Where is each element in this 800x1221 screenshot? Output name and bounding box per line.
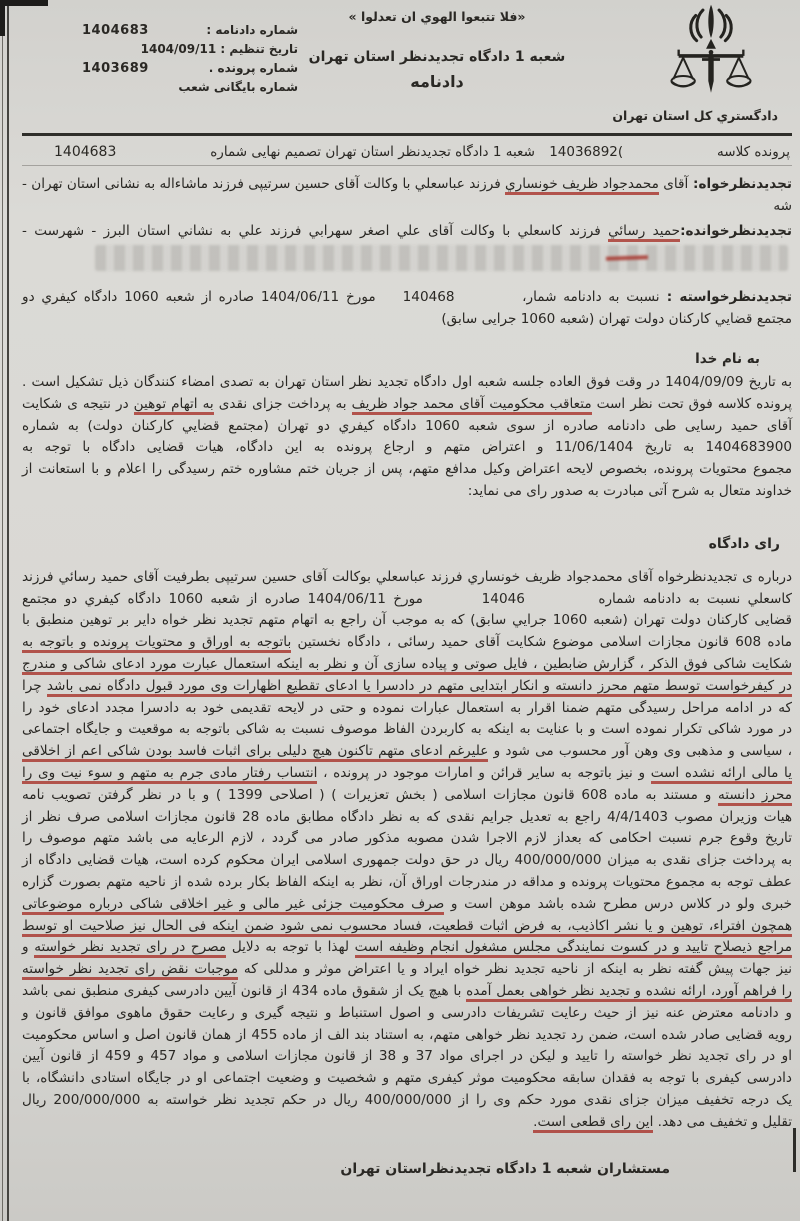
red-underlined-text: محمدجواد ظریف خونساري — [505, 176, 659, 195]
text-line — [22, 1025, 792, 1047]
text-segment: تاریخ وقوع جرم نسبت احکامی که بعداز لازم الاجرا شدن مصوبه مذکور صادر می گردد ، لازم الرعایه می باشد متهم موصوف را — [22, 830, 792, 847]
red-underlined-text: شکایت شاکی فوق الذکر ، گزارش ضابطین ، فایل صوتی و پیاده سازی آن و نظر به اینکه استعمال عبارت مورد ادعای شاکی و مندرج — [22, 656, 792, 675]
text-segment: فرزند عباسعلي با وکالت آقای حسین سرتیپی فرزند ماشاءاله به نشانی استان تهران - — [22, 176, 506, 192]
text-segment: ، سیاسی و مذهبی وی وهن آور محسوب می شود و — [488, 743, 792, 760]
text-line — [22, 763, 792, 785]
appellant-section — [22, 174, 792, 218]
appellee-section — [22, 221, 792, 243]
red-underlined-text: انتساب رفتار مادی جرم به متهم و سوء نیت وی را — [22, 765, 317, 784]
red-underlined-text: متعاقب محکومیت آقای محمد جواد ظریف — [352, 396, 592, 415]
text-segment: لهذا با توجه به دلایل — [226, 939, 355, 956]
text-line — [22, 589, 792, 611]
text-segment: و دادنامه معترض عنه نیز از حیث رعایت تشریفات دادرسی و اصول استنباط و نتیجه گیری و رعایت حقوق ماهوی موافق قانون و — [22, 1004, 792, 1021]
text-line — [22, 894, 792, 916]
text-segment: تجدیدنظرخواسته : — [659, 289, 793, 306]
red-underlined-text: مصرح در رای تجدید نظر خواسته — [34, 939, 226, 958]
text-segment: و نیز باتوجه به سایر قرائن و امارات موجود در پرونده ، — [317, 764, 651, 781]
text-line — [22, 437, 792, 459]
text-segment: به پرداخت جزای نقدی — [213, 395, 352, 412]
case-summary-row — [22, 136, 792, 166]
text-segment: خبری ولو در کلاس درس مطرح شده باشد موهن است و — [444, 895, 793, 912]
header-center-block — [287, 0, 587, 91]
text-line — [22, 785, 792, 807]
meta-row — [82, 61, 298, 80]
document-header — [22, 0, 792, 136]
text-line — [22, 1090, 792, 1112]
text-line — [22, 676, 792, 698]
meta-row — [82, 42, 298, 61]
text-segment: نیز جهات پیش گفته نظر به اینکه از ناحیه تجدید نظر خواه ایراد و یا اعتراض موثر و مدللی که — [238, 961, 792, 978]
judgment-number-value: 1404683 — [82, 23, 149, 38]
text-line — [22, 459, 792, 481]
judiciary-scales-emblem-icon — [660, 2, 762, 108]
text-line — [22, 828, 792, 850]
text-line — [22, 309, 792, 331]
text-segment: هیات وزیران مصوب 4/4/1403 راجع به تعدیل جرایم نقدی که به نظر دادگاه مطابق ماده 28 قانون مجازات اسلامی صرف نظر از — [22, 808, 792, 825]
text-segment: مجتمع قضایي کارکنان دولت تهران (شعبه 1060 جرایی سابق) — [441, 311, 792, 328]
text-line — [22, 937, 792, 959]
text-line — [22, 1046, 792, 1068]
judgment-number-label: شماره دادنامه : — [206, 23, 298, 37]
red-underlined-text: این رای قطعی است. — [533, 1114, 653, 1133]
text-segment: فرزند کاسعلي با وکالت آقای علي اصغر سهرابي فرزند علي به نشاني استان البرز - شهرست — [34, 222, 609, 239]
text-line — [22, 981, 792, 1003]
red-underlined-text: باتوجه به اوراق و محتویات پرونده و باتوجه به — [22, 634, 291, 653]
meta-row — [82, 23, 298, 42]
date-label: تاریخ تنظیم : 1404/09/11 — [140, 42, 298, 56]
red-underlined-text: حمید رسائي — [608, 223, 680, 242]
text-segment: خداوند متعال به شرح آتی مبادرت به صدور رای می نماید: — [467, 482, 792, 499]
text-segment: کاسعلي نسبت به دادنامه شماره — [598, 590, 792, 607]
text-segment: شه — [773, 197, 792, 214]
text-line — [22, 416, 792, 438]
text-segment: رویه قضایی صادر شده است، ضمن رد تجدید نظر خواهی متهم، به استناد بند الف از ماده 455 از همان قانون اصل و اساس محکومیت — [22, 1026, 792, 1043]
text-segment: با هیچ یک از شقوق ماده 434 از قانون آیین دادرسی کیفری منطبق نمی باشد — [22, 982, 467, 999]
red-underlined-text: موجبات نقض رای تجدید نظر خواسته — [22, 961, 238, 980]
counselors-signature-line: مستشاران شعبه 1 دادگاه تجدیدنظراستان تهران — [340, 1161, 670, 1178]
red-pen-mark — [606, 256, 648, 261]
quran-verse: «فلا تتبعوا الهوي ان تعدلوا » — [348, 9, 526, 24]
text-segment: آقای — [658, 176, 689, 192]
text-segment: او در رای تجدید نظر خواسته را تایید و لیکن در اجرای مواد 37 و 38 از قانون مجازات اسلامی و مواد 457 و 459 از قانون آیین — [22, 1048, 792, 1065]
text-segment: پرونده کلاسه فوق تحت نظر است — [591, 395, 792, 412]
text-segment: عطف توجه به مجموع محتویات پرونده و مداقه در مندرجات اوراق آن، نظر به اینکه الفاظ بکار برده شده از ناحیه متهم بصورت گزاره — [22, 873, 792, 890]
red-underlined-text: همچون افتراء، توهین و یا نشر اکاذیب، به فرض اثبات قطعیت، فساد محسوب نمی شود ضمن اینکه فی الحال نیز صلاحیت او توسط — [22, 918, 792, 937]
text-line — [22, 567, 792, 589]
final-decision-text: شعبه 1 دادگاه تجدیدنظر استان تهران تصمیم نهایی شماره — [210, 144, 535, 160]
red-underlined-text: به اتهام توهین — [134, 396, 214, 415]
text-segment: در مورد شاکی تکرار نموده است و با عنایت به اینکه به کاربردن الفاظ موصوف نسبت به شاکی باتوجه به موقعیت و جایگاه اجتماعی — [22, 721, 792, 738]
court-branch-title: شعبه 1 دادگاه تجدیدنظر استان تهران — [308, 49, 566, 65]
text-segment: ماده 608 قانون مجازات اسلامی موضوع شکایت آقای حمید رسائی ، دادگاه نخستین — [291, 634, 793, 651]
header-meta-block — [82, 23, 298, 99]
text-segment: و — [22, 939, 35, 956]
text-segment: و مستند به ماده 608 قانون مجازات اسلامی ( بخش تعزیرات ) ( اصلاحی 1399 ) و با در نظر گرفتن تصویب نامه — [22, 786, 719, 803]
text-segment: مورخ 1404/06/11 صادره از شعبه 1060 دادگاه کیفري دو — [22, 289, 376, 306]
text-line — [22, 287, 792, 309]
case-file-label: پرونده کلاسه — [717, 144, 790, 160]
text-line — [22, 959, 792, 981]
redacted-address-blur — [95, 245, 788, 271]
text-line — [22, 719, 792, 741]
text-segment: درباره ی تجدیدنظرخواه آقای محمدجواد ظریف خونساري فرزند عباسعلي بوکالت آقای حسین سرتیپی بطرفیت آقای حمید رسائي فرزند — [22, 568, 792, 585]
text-line — [22, 916, 792, 938]
text-line — [22, 372, 792, 394]
text-segment: قضایی کارکنان دولت تهران (شعبه 1060 جرایي سابق) که به موجب آن راجع به اتهام متهم تجدید نظر خواه دایر بر توهین منطبق با — [22, 612, 792, 629]
text-line — [22, 610, 792, 632]
text-segment: مجموع محتویات پرونده، بخصوص لایحه اعتراض وکیل مدافع متهم، پس از جریان ختم مشاوره ختم رسیدگی را اعلام و با استعانت از — [22, 461, 792, 478]
text-line — [22, 1112, 792, 1134]
bismillah-heading: به نام خدا — [695, 350, 760, 367]
text-segment: 1404683900 به تاریخ 11/06/1404 و اعتراض متهم و ارجاع پرونده به این دادگاه، هیات قضایی دادگاه با توجه به — [22, 439, 792, 456]
red-underlined-text: محرز دانسته — [718, 787, 792, 806]
text-segment: آقای حمید رسایی طی دادنامه صادره از سوی شعبه 1060 دادگاه کیفري دو تهران (مجتمع قضایي کارکنان دولت) به شماره — [22, 417, 792, 434]
red-underlined-text: یا مالی ارائه نشده است — [651, 765, 792, 784]
text-segment: تجدیدنظرخوانده: — [680, 222, 793, 239]
session-intro-paragraph — [22, 372, 792, 503]
red-underlined-text: در کیفرخواست توسط متهم محرز دانسته و انکار ابتدایی متهم در دادسرا یا ادعای تقطیع اظهارات وی مورد قبول دادگاه نمی باشد — [47, 678, 792, 697]
text-segment: تجدیدنظرخواه: — [688, 176, 792, 192]
text-segment: به پرداخت جزای نقدی به میزان 400/000/000 ریال در حق دولت جمهوری اسلامی ایران محکوم کرده است، هیات قضایی دادگاه از — [22, 852, 792, 869]
appeal-subject-section — [22, 287, 792, 331]
text-segment: دادرسی کیفری با توجه به فقدان سابقه محکومیت موثر کیفری متهم و شخصیت و وضعیت اجتماعی او در جایگاه استادی دانشگاه، با — [22, 1070, 792, 1087]
case-file-number: 14036892( — [549, 144, 624, 160]
text-segment: تقلیل و تخفیف می دهد. — [653, 1113, 792, 1130]
text-segment: نسبت به دادنامه شمار، — [522, 289, 660, 306]
case-number-value: 1403689 — [82, 61, 149, 76]
court-ruling-heading: رای دادگاه — [708, 535, 780, 552]
text-segment: به تاریخ 1404/09/09 در وقت فوق العاده جلسه شعبه اول دادگاه تجدید نظر استان تهران به تصدی امضاء کنندگان ذیل تشکیل است . — [22, 373, 793, 390]
text-segment: 14046 — [422, 590, 599, 607]
case-number-label: شماره پرونده . — [208, 61, 298, 75]
court-ruling-paragraph — [22, 567, 792, 1134]
text-line — [22, 481, 792, 503]
text-line — [22, 1068, 792, 1090]
text-segment: چرا — [22, 677, 47, 694]
text-segment: یک درجه تخفیف میزان جزای نقدی مورد حکم وی را از 400/000/000 ریال در حکم تجدید نظر خواسته به 200/000/000 ریال — [22, 1091, 792, 1108]
red-underlined-text: علیرغم ادعای متهم تاکنون هیچ دلیلی برای اثبات فاسد بودن شاکی اعم از اخلاقی — [22, 743, 488, 762]
case-court-text — [210, 144, 623, 160]
archive-number-label: شماره بایگانی شعب — [178, 80, 298, 94]
text-segment: که در ادامه مراحل رسیدگی متهم ضمنا اقرار به استعمال عبارات نموده و حتی در لایحه تقدیمی خود به دادسرا مجدد ادعای خود را — [22, 699, 792, 716]
meta-row — [82, 80, 298, 99]
text-line — [22, 196, 792, 218]
text-line — [22, 872, 792, 894]
text-line — [22, 698, 792, 720]
text-line — [22, 850, 792, 872]
text-line — [22, 174, 792, 196]
text-line — [22, 1003, 792, 1025]
final-decision-number: 1404683 — [54, 144, 117, 160]
text-line — [22, 654, 792, 676]
text-line — [22, 221, 792, 243]
justice-department-caption: دادگستري كل استان تهران — [612, 108, 778, 123]
text-segment: 140468 — [375, 289, 523, 306]
text-segment: - — [22, 222, 35, 239]
document-type-title: دادنامه — [410, 72, 464, 91]
red-underlined-text: را فراهم آورد، ارائه نشده و تجدید نظر خواهی بعمل آمده — [466, 983, 792, 1002]
red-underlined-text: مراجع ذیصلاح تایید و در کسوت نمایندگی مجلس مشغول انجام وظیفه است — [355, 939, 792, 958]
text-line — [22, 632, 792, 654]
text-line — [22, 394, 792, 416]
red-underlined-text: صرف محکومیت جزئی غیر مالی و غیر اخلاقی شاکی درباره موضوعاتی — [22, 896, 444, 915]
text-line — [22, 741, 792, 763]
text-line — [22, 807, 792, 829]
text-segment: در نتیجه ی شکایت — [22, 395, 134, 412]
text-segment: مورخ 1404/06/11 صادره از شعبه 1060 دادگاه کیفري دو مجتمع — [22, 590, 423, 607]
